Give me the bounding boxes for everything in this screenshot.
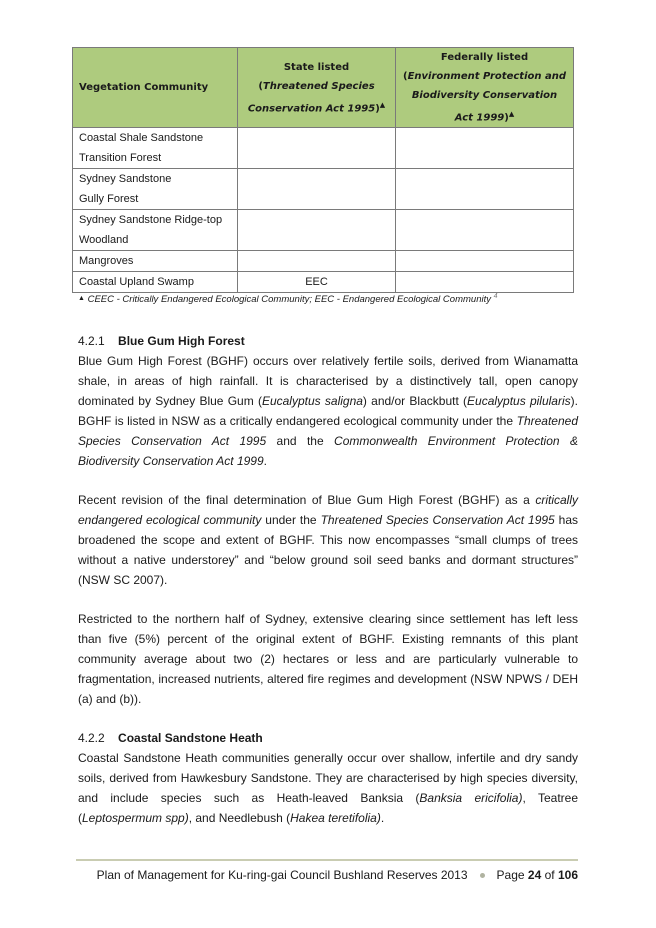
text-run: , and Needlebush ( bbox=[188, 811, 291, 825]
footer-divider bbox=[76, 859, 578, 861]
cell-federal bbox=[396, 210, 574, 251]
footnote-reference: 4 bbox=[493, 293, 498, 300]
text-run: , Teatree ( bbox=[78, 791, 578, 825]
of-label: of bbox=[544, 868, 555, 882]
cell-federal bbox=[396, 169, 574, 210]
act-name: Commonwealth Environment Protection & Biodiversity Conservation Act 1999 bbox=[78, 434, 578, 468]
cell-state bbox=[238, 169, 396, 210]
text-run: ) and/or Blackbutt ( bbox=[362, 394, 468, 408]
species-name: Eucalyptus pilularis bbox=[467, 394, 571, 408]
text-run: Recent revision of the final determination of Blue Gum High Forest (BGHF) as a bbox=[78, 493, 536, 507]
paragraph-bghf-extent: Restricted to the northern half of Sydney, extensive clearing since settlement has left less than five (5%) percent of the original extent of BGHF. Existing remnants of this plant community average about two (2) hectares or less and are particularly vulnerable to fragmentation, increased nutrients, altered fire regimes and development (NSW NPWS / DEH (a) and (b)). bbox=[78, 612, 578, 706]
species-name: Banksia ericifolia) bbox=[419, 791, 523, 805]
act-name: Threatened Species Conservation Act 1995 bbox=[78, 414, 578, 448]
footnote-text: CEEC - Critically Endangered Ecological Community; EEC - Endangered Ecological Community bbox=[87, 294, 491, 306]
header-state-act: Threatened Species Conservation Act 1995 bbox=[247, 80, 376, 114]
table-row bbox=[73, 169, 574, 210]
table-row bbox=[73, 251, 574, 272]
section-title: Coastal Sandstone Heath bbox=[118, 731, 263, 745]
act-name: Threatened Species Conservation Act 1995 bbox=[320, 513, 555, 527]
header-state-title: State listed bbox=[283, 61, 350, 73]
species-name: Hakea teretifolia) bbox=[290, 811, 381, 825]
cell-state: EEC bbox=[238, 272, 396, 293]
table-footnote bbox=[78, 293, 498, 305]
text-run: ). BGHF is listed in NSW as a critically endangered ecological community under the bbox=[78, 394, 578, 428]
emphasis-text: critically endangered ecological community bbox=[78, 493, 578, 527]
cell-community: Sydney Sandstone Gully Forest bbox=[73, 169, 238, 210]
header-federally-listed: Federally listed (Environment Protection and Biodiversity Conservation Act 1999)▲ bbox=[396, 48, 574, 128]
header-vegetation-community: Vegetation Community bbox=[73, 48, 238, 128]
text-run: . bbox=[263, 454, 267, 468]
cell-community: Coastal Shale Sandstone Transition Forest bbox=[73, 128, 238, 169]
text-run: Coastal Sandstone Heath communities generally occur over shallow, infertile and dry sandy soils, derived from Hawkesbury Sandstone. They are characterised by high species diversity, and include species such as Heath-leaved Banksia ( bbox=[78, 751, 578, 805]
text-run: Blue Gum High Forest (BGHF) occurs over relatively fertile soils, derived from Wianamatta shale, in areas of high rainfall. It is characterised by a distinctively tall, open canopy dominated by Sydney Blue Gum ( bbox=[78, 354, 578, 408]
bullet-separator-icon bbox=[480, 873, 485, 878]
page-indicator bbox=[497, 866, 578, 884]
text-run: . bbox=[380, 811, 385, 825]
cell-community: Mangroves bbox=[73, 251, 238, 272]
cell-federal bbox=[396, 128, 574, 169]
species-name: Eucalyptus saligna bbox=[261, 394, 363, 408]
paragraph-coastal-heath bbox=[78, 748, 578, 828]
table-header-row bbox=[73, 48, 574, 128]
table-row bbox=[73, 272, 574, 293]
header-state-listed: State listed (Threatened Species Conservation Act 1995)▲ bbox=[238, 48, 396, 128]
section-number: 4.2.1 bbox=[78, 334, 105, 348]
page-label: Page bbox=[496, 868, 525, 882]
triangle-marker-icon: ▲ bbox=[508, 110, 515, 118]
page-footer bbox=[78, 866, 578, 884]
paragraph-bghf-revision bbox=[78, 490, 578, 590]
cell-community: Sydney Sandstone Ridge-top Woodland bbox=[73, 210, 238, 251]
table-row bbox=[73, 128, 574, 169]
cell-state bbox=[238, 210, 396, 251]
page-number: 24 bbox=[527, 868, 542, 882]
text-run: has broadened the scope and extent of BGHF. This now encompasses “small clumps of trees without a native understorey” and “below ground soil seed banks and dormant structures” (NSW SC 2007). bbox=[78, 513, 579, 587]
cell-federal bbox=[396, 251, 574, 272]
table-row bbox=[73, 210, 574, 251]
section-heading-4-2-2 bbox=[78, 728, 263, 748]
header-federal-title: Federally listed bbox=[440, 52, 529, 63]
cell-community: Coastal Upland Swamp bbox=[73, 272, 238, 293]
section-number: 4.2.2 bbox=[78, 731, 105, 745]
text-run: under the bbox=[261, 513, 321, 527]
species-name: Leptospermum spp) bbox=[82, 811, 189, 825]
header-federal-act: Environment Protection and Biodiversity Conservation Act 1999 bbox=[407, 71, 566, 124]
cell-state bbox=[238, 251, 396, 272]
text-run: and the bbox=[266, 434, 335, 448]
paragraph-bghf-overview bbox=[78, 351, 578, 471]
vegetation-community-table bbox=[72, 47, 574, 293]
cell-state bbox=[238, 128, 396, 169]
total-pages: 106 bbox=[557, 868, 578, 882]
section-title: Blue Gum High Forest bbox=[118, 334, 245, 348]
section-heading-4-2-1 bbox=[78, 331, 245, 351]
triangle-marker-icon: ▲ bbox=[379, 100, 386, 109]
footer-document-title: Plan of Management for Ku-ring-gai Council Bushland Reserves 2013 bbox=[96, 868, 468, 882]
cell-federal bbox=[396, 272, 574, 293]
triangle-marker-icon: ▲ bbox=[78, 295, 85, 303]
